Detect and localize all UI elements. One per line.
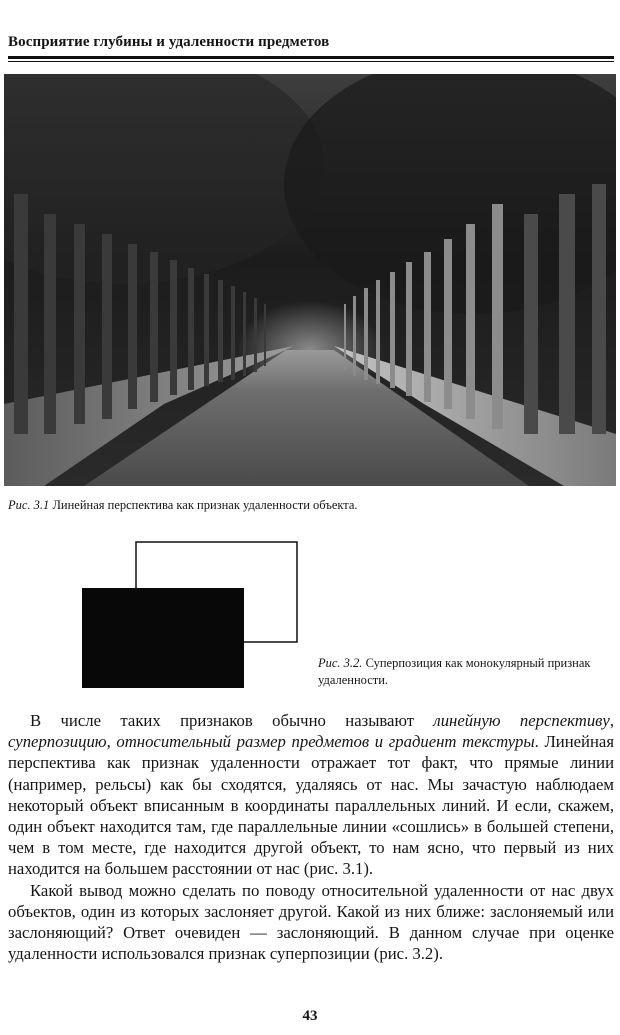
term-superposition: суперпозицию <box>8 732 107 752</box>
p1-text-b: , <box>609 711 614 730</box>
term-linear-perspective: линейную перспективу <box>433 711 610 730</box>
header-rule-thin <box>8 61 614 62</box>
p1-text-d: . Линейная перспектива как признак удаленности отражает тот факт, что прямые линии (например, рельсы) как бы сходятся, удаляясь от нас. Мы зачастую наблюдаем некоторый объект вписанным в координаты параллельных линий. И если, скажем, один объект находится там, где параллельные линии «сошлись» в большей степени, чем в том месте, где находится другой объект, то нам ясно, что первый из них находится на большем расстоянии от нас (рис. 3.1). <box>8 732 614 879</box>
figure-3-1-label: Рис. 3.1 <box>8 498 50 512</box>
page-number: 43 <box>302 1008 318 1024</box>
figure-3-2-label: Рис. 3.2. <box>318 656 363 670</box>
figure-3-1-caption <box>8 498 358 513</box>
paragraph-2: Какой вывод можно сделать по поводу относительной удаленности от нас двух объектов, один из которых заслоняет другой. Какой из них ближе: заслоняемый или заслоняющий? Ответ очевиден — заслоняющий. В данном случае при оценке удаленности использовался признак суперпозиции (рис. 3.2). <box>8 880 614 964</box>
road-trees-photo <box>4 74 616 486</box>
body-text <box>8 710 614 964</box>
figure-3-1-text: Линейная перспектива как признак удаленности объекта. <box>49 498 358 512</box>
figure-3-2-text: Суперпозиция как монокулярный признак удаленности. <box>318 656 591 687</box>
front-rectangle-filled <box>82 588 244 688</box>
superposition-figure <box>80 540 302 692</box>
header-rule-thick <box>8 56 614 59</box>
running-header: Восприятие глубины и удаленности предметов <box>8 34 330 50</box>
paragraph-1 <box>8 710 614 880</box>
figure-3-2-caption <box>318 655 614 689</box>
term-relative-size-texture: относительный размер предметов и градиент текстуры <box>116 732 535 752</box>
p1-text-c: , <box>106 732 117 752</box>
p1-text-a: В числе таких признаков обычно называют <box>30 711 434 730</box>
